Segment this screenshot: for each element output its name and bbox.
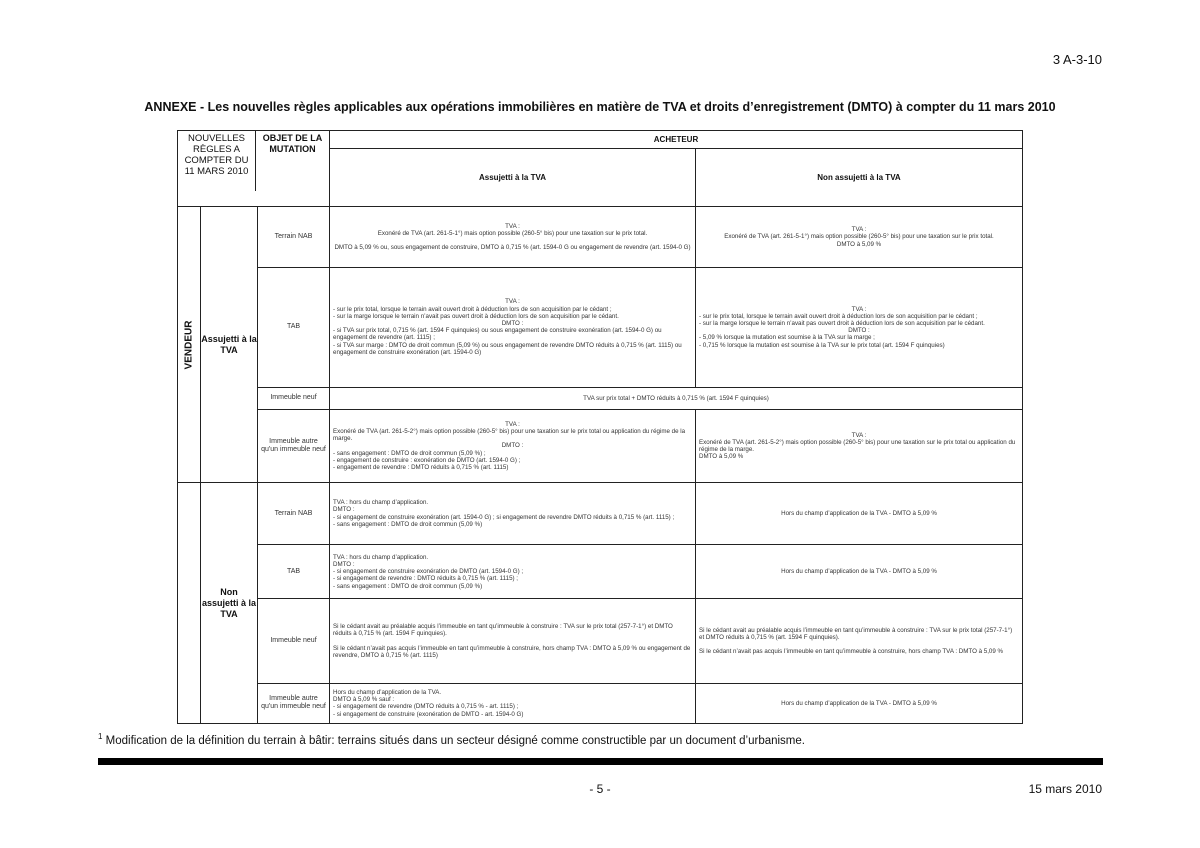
cell-line: - si engagement de construire (exonération de DMTO - art. 1594-0 G) — [333, 710, 524, 718]
cell-line: Exonéré de TVA (art. 261-5-2°) mais option possible (260-5° bis) pour une taxation sur le prix total ou application du régime de la marge. — [699, 438, 1016, 453]
cell-line: Si le cédant avait au préalable acquis l’immeuble en tant qu’immeuble à construire : TVA sur le prix total (257-7-1°) et DMTO réduits à 0,715 % (art. 1594 F quinquies). — [699, 626, 1013, 642]
cell-r4-vat — [330, 409, 696, 482]
cell-line: - si engagement de revendre (DMTO réduits à 0,715 % - art. 1115) ; — [333, 703, 519, 711]
cell-line: TVA : — [851, 226, 867, 234]
footer-rule — [98, 758, 1103, 765]
cell-line: DMTO : — [333, 506, 355, 514]
group-nonvat-label: Non assujetti à la TVA — [201, 586, 257, 619]
cell-line: - sans engagement : DMTO de droit commun (5,09 %) — [333, 582, 483, 590]
cell-line: - 5,09 % lorsque la mutation est soumise à la TVA sur la marge ; — [699, 334, 875, 342]
cell-line: - sur le prix total, lorsque le terrain avait ouvert droit à déduction lors de son acquisition par le cédant ; — [699, 312, 978, 320]
cell-r2-nonvat — [696, 267, 1023, 387]
cell-line: Exonéré de TVA (art. 261-5-1°) mais option possible (260-5° bis) pour une taxation sur le prix total. — [724, 233, 994, 241]
object-cell: Immeuble autre qu'un immeuble neuf — [258, 409, 330, 482]
cell-r8-nonvat: Hors du champ d’application de la TVA - DMTO à 5,09 % — [696, 683, 1023, 723]
cell-line: - engagement de construire : exonération de DMTO (art. 1594-0 G) ; — [333, 456, 521, 464]
cell-r1-nonvat — [696, 207, 1023, 268]
cell-line: - engagement de revendre : DMTO réduits à 0,715 % (art. 1115) — [333, 463, 509, 471]
cell-line: DMTO à 5,09 % — [836, 240, 882, 248]
cell-r3-both: TVA sur prix total + DMTO réduits à 0,715 % (art. 1594 F quinquies) — [330, 387, 1023, 409]
cell-line: - sur la marge lorsque le terrain n’avait pas ouvert droit à déduction lors de son acquisition par le cédant. — [699, 320, 985, 328]
document-reference: 3 A-3-10 — [1052, 52, 1102, 67]
cell-line: DMTO : — [501, 442, 524, 450]
seller-label: VENDEUR — [183, 320, 195, 369]
cell-line: - si TVA sur marge : DMTO de droit commun (5,09 %) ou sous engagement de revendre DMTO réduits à 0,715 % (art. 1115) ou engagement de construire exonération (art. 1594-0 G) — [333, 341, 682, 356]
cell-r7-vat — [330, 599, 696, 683]
object-cell: Immeuble neuf — [258, 599, 330, 683]
cell-line: TVA : — [505, 420, 520, 428]
footnote-mark: 1 — [98, 732, 103, 741]
cell-line: DMTO : — [333, 561, 355, 569]
cell-r1-vat — [330, 207, 696, 268]
cell-r4-nonvat — [696, 409, 1023, 482]
cell-line: - si engagement de revendre : DMTO réduits à 0,715 % (art. 1115) ; — [333, 575, 519, 583]
header-buyer: ACHETEUR — [330, 131, 1023, 149]
cell-line: DMTO à 5,09 % ou, sous engagement de construire, DMTO à 0,715 % (art. 1594-0 G ou engagement de revendre (art. 1594-0 G) — [334, 244, 691, 252]
cell-line: - sans engagement : DMTO de droit commun (5,09 %) — [333, 520, 483, 528]
cell-line: - 0,715 % lorsque la mutation est soumise à la TVA sur le prix total (art. 1594 F quinquies) — [699, 341, 945, 349]
object-cell: Immeuble autre qu'un immeuble neuf — [258, 683, 330, 723]
rules-table — [177, 130, 1023, 724]
footnote — [98, 732, 805, 747]
object-cell: TAB — [258, 267, 330, 387]
cell-line: Hors du champ d’application de la TVA. — [333, 689, 442, 696]
cell-line — [333, 237, 692, 244]
cell-line: TVA : hors du champ d’application. — [333, 553, 429, 561]
object-cell: TAB — [258, 545, 330, 599]
object-cell: Immeuble neuf — [258, 387, 330, 409]
object-cell: Terrain NAB — [258, 207, 330, 268]
cell-line — [699, 641, 1019, 648]
cell-r8-vat — [330, 683, 696, 723]
cell-r2-vat — [330, 267, 696, 387]
cell-line: DMTO : — [501, 320, 524, 328]
cell-line: - sur la marge lorsque le terrain n’avait pas ouvert droit à déduction lors de son acquisition par le cédant. — [333, 312, 619, 320]
cell-line: Si le cédant n’avait pas acquis l’immeuble en tant qu’immeuble à construire, hors champ TVA : DMTO à 5,09 % ou engagement de revendre, DMTO à 0,715 % (art. 1115) — [333, 644, 691, 659]
cell-line: Exonéré de TVA (art. 261-5-2°) mais option possible (260-5° bis) pour une taxation sur le prix total ou application du régime de la marge. — [333, 427, 686, 443]
cell-line: TVA : — [851, 305, 867, 313]
header-buyer-vat: Assujetti à la TVA — [330, 149, 696, 207]
cell-line: - sans engagement : DMTO de droit commun (5,09 %) ; — [333, 449, 486, 457]
cell-line: - sur le prix total, lorsque le terrain avait ouvert droit à déduction lors de son acquisition par le cédant ; — [333, 305, 612, 313]
footer-date: 15 mars 2010 — [1028, 782, 1102, 796]
header-buyer-nonvat: Non assujetti à la TVA — [696, 149, 1023, 207]
cell-r6-nonvat: Hors du champ d’application de la TVA - DMTO à 5,09 % — [696, 545, 1023, 599]
object-cell: Terrain NAB — [258, 483, 330, 545]
cell-r5-nonvat: Hors du champ d’application de la TVA - DMTO à 5,09 % — [696, 483, 1023, 545]
cell-r7-nonvat — [696, 599, 1023, 683]
page-number: - 5 - — [589, 782, 611, 796]
cell-line: Exonéré de TVA (art. 261-5-1°) mais option possible (260-5° bis) pour une taxation sur le prix total. — [377, 229, 648, 237]
cell-r5-vat — [330, 483, 696, 545]
cell-line: TVA : — [851, 431, 867, 439]
cell-line: - si engagement de construire exonération de DMTO (art. 1594-0 G) ; — [333, 568, 524, 576]
header-object: OBJET DE LA MUTATION — [262, 133, 323, 154]
cell-line: DMTO à 5,09 % sauf : — [333, 696, 395, 704]
page-title: ANNEXE - Les nouvelles règles applicables aux opérations immobilières en matière de TVA et droits d’enregistrement (DMTO) à compter du 11 mars 2010 — [144, 100, 1056, 114]
footnote-text: Modification de la définition du terrain à bâtir: terrains situés dans un secteur désigné comme constructible par un document d’urbanisme. — [105, 734, 805, 747]
cell-line: DMTO : — [848, 327, 870, 335]
cell-line: DMTO à 5,09 % — [699, 453, 744, 461]
cell-line — [333, 638, 692, 645]
cell-line: - si engagement de construire exonération (art. 1594-0 G) ; si engagement de revendre DMTO réduits à 0,715 % (art. 1115) ; — [333, 513, 675, 521]
cell-line: Si le cédant avait au préalable acquis l’immeuble en tant qu’immeuble à construire : TVA sur le prix total (257-7-1°) et DMTO réduits à 0,715 % (art. 1594 F quinquies). — [333, 623, 673, 638]
cell-line: TVA : — [505, 222, 520, 230]
header-rules: NOUVELLES RÈGLES A COMPTER DU 11 MARS 2010 — [178, 131, 256, 191]
cell-line: Si le cédant n’avait pas acquis l’immeuble en tant qu’immeuble à construire, hors champ TVA : DMTO à 5,09 % — [699, 648, 1004, 656]
group-vat-label: Assujetti à la TVA — [201, 333, 257, 355]
cell-r6-vat — [330, 545, 696, 599]
cell-line: TVA : — [505, 298, 520, 306]
cell-line: - si TVA sur prix total, 0,715 % (art. 1594 F quinquies) ou sous engagement de construire exonération (art. 1594-0 G) ou engagement de revendre (art. 1115) ; — [333, 327, 662, 342]
cell-line: TVA : hors du champ d’application. — [333, 499, 429, 507]
